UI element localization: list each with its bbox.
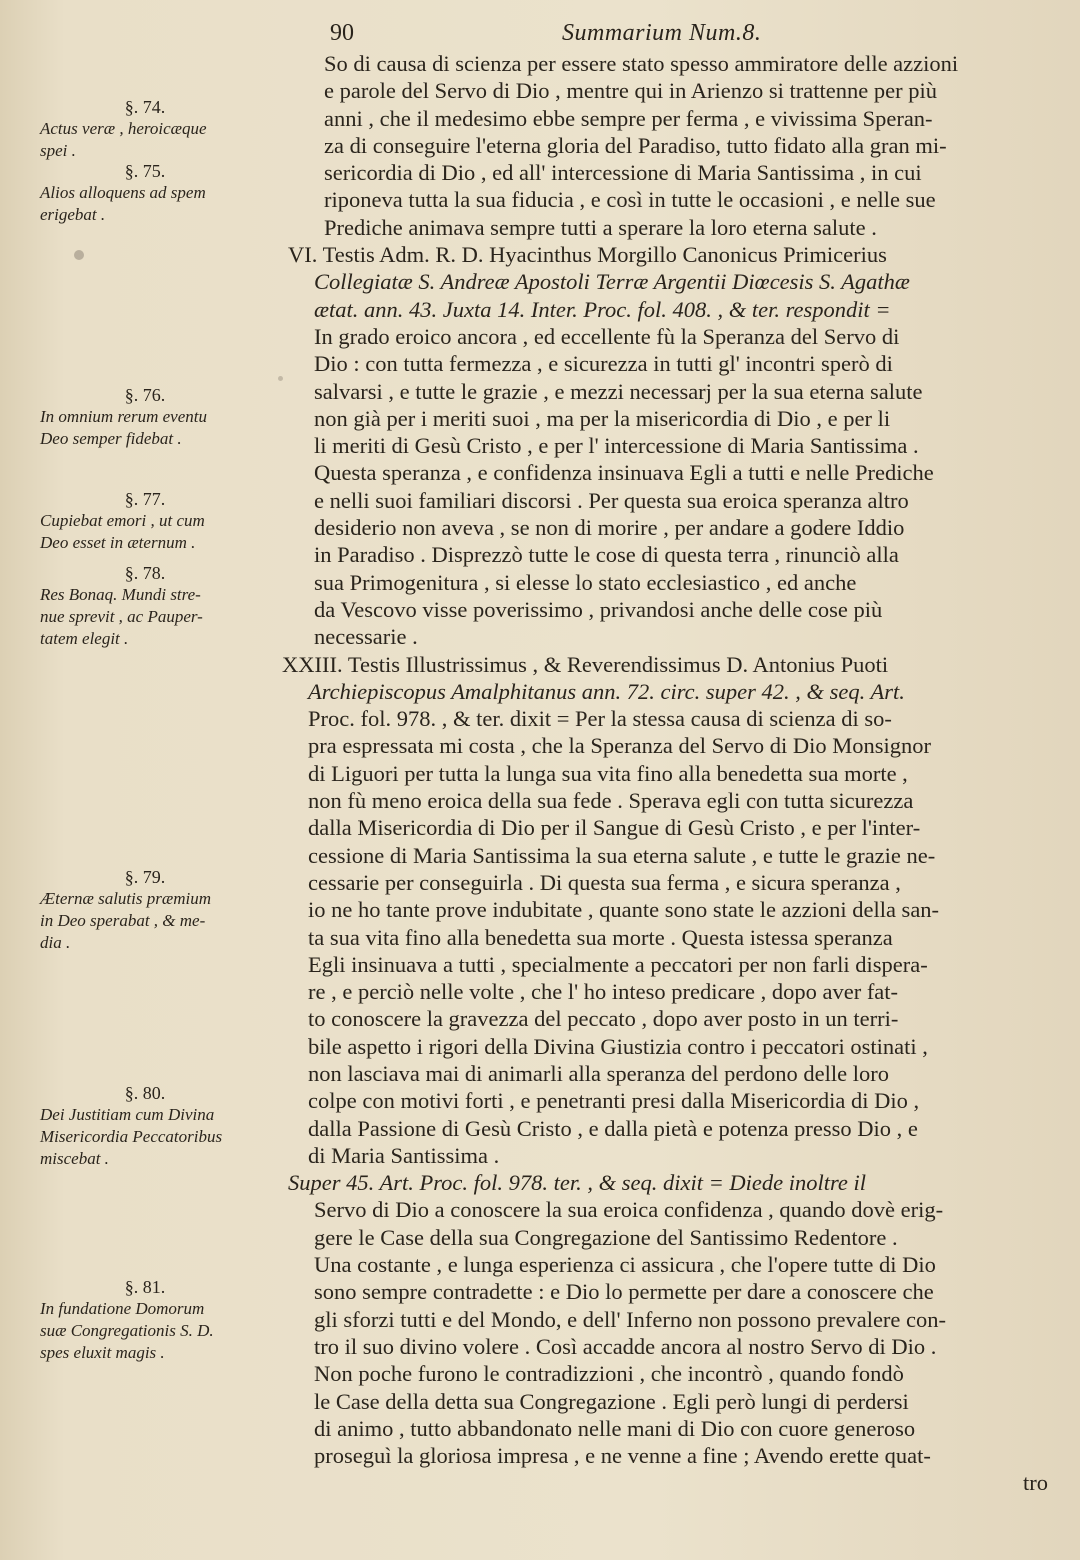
note-line: tatem elegit . — [40, 629, 129, 648]
text-line: Servo di Dio a conoscere la sua eroica confidenza , quando dovè erig- — [314, 1197, 944, 1223]
text-line: di animo , tutto abbandonato nelle mani di Dio con cuore generoso — [314, 1415, 916, 1441]
margin-note-81 — [40, 1276, 285, 1364]
note-line: Res Bonaq. Mundi stre- — [40, 585, 201, 604]
text-line: gere le Case della sua Congregazione del Santissimo Redentore . — [314, 1224, 898, 1250]
text-line: Archiepiscopus Amalphitanus ann. 72. circ. super 42. , & seq. Art. — [308, 678, 905, 704]
text-line: da Vescovo visse poverissimo , privandosi anche delle cose più — [314, 596, 883, 622]
note-line: Alios alloquens ad spem — [40, 183, 206, 202]
section-number: §. 77. — [124, 489, 166, 509]
note-line: spes eluxit magis . — [40, 1343, 165, 1362]
text-line: re , e perciò nelle volte , che l' ho inteso predicare , dopo aver fat- — [308, 979, 899, 1005]
margin-note-78 — [40, 562, 285, 650]
text-line: bile aspetto i rigori della Divina Giustizia contro i peccatori ostinati , — [308, 1033, 928, 1059]
text-line: ætat. ann. 43. Juxta 14. Inter. Proc. fol. 408. , & ter. respondit = — [314, 296, 891, 322]
text-line: Questa speranza , e confidenza insinuava Egli a tutti e nelle Prediche — [314, 460, 934, 486]
text-line: Dio : con tutta fermezza , e sicurezza in tutti gl' incontri sperò di — [314, 351, 893, 377]
text-line: sono sempre contradette : e Dio lo permette per dare a conoscere che — [314, 1279, 934, 1305]
note-line: In omnium rerum eventu — [40, 407, 207, 426]
text-line: in Paradiso . Disprezzò tutte le cose di questa terra , rinunciò alla — [314, 542, 899, 568]
text-line: cessione di Maria Santissima la sua eterna salute , e tutte le grazie ne- — [308, 842, 936, 868]
text-line: gli sforzi tutti e del Mondo, e dell' Inferno non possono prevalere con- — [314, 1306, 947, 1332]
text-line: Prediche animava sempre tutti a sperare la loro eterna salute . — [324, 214, 877, 240]
note-line: Actus veræ , heroicæque — [40, 119, 207, 138]
margin-note-75 — [40, 160, 285, 226]
text-line: non lasciava mai di animarli alla speranza del perdono delle loro — [308, 1060, 890, 1086]
note-line: Deo esset in æternum . — [40, 533, 196, 552]
text-line: Egli insinuava a tutti , specialmente a peccatori per non farli dispera- — [308, 951, 928, 977]
note-line: spei . — [40, 141, 76, 160]
margin-note-79 — [40, 866, 285, 954]
text-line: non già per i meriti suoi , ma per la misericordia di Dio , e per li — [314, 405, 891, 431]
note-line: Misericordia Peccatoribus — [40, 1127, 223, 1146]
note-line: Æternæ salutis præmium — [40, 889, 211, 908]
text-line: dalla Passione di Gesù Cristo , e dalla pietà e potenza presso Dio , e — [308, 1115, 918, 1141]
text-line: di Maria Santissima . — [308, 1142, 500, 1168]
text-line: le Case della detta sua Congregazione . Egli però lungi di perdersi — [314, 1388, 909, 1414]
text-line: dalla Misericordia di Dio per il Sangue di Gesù Cristo , e per l'inter- — [308, 815, 921, 841]
page-number: 90 — [330, 20, 354, 46]
testimony-heading: XXIII. Testis Illustrissimus , & Reverendissimus D. Antonius Puoti — [282, 651, 889, 677]
section-number: §. 75. — [124, 161, 166, 181]
margin-note-77 — [40, 488, 285, 554]
section-number: §. 80. — [124, 1083, 166, 1103]
main-text — [282, 50, 1048, 1497]
page-header — [330, 16, 1030, 52]
margin-note-80 — [40, 1082, 285, 1170]
margin-note-76 — [40, 384, 285, 450]
note-line: In fundatione Domorum — [40, 1299, 205, 1318]
testimony-super-45 — [288, 1169, 1048, 1497]
testimony-vi — [288, 241, 1048, 650]
text-line: sericordia di Dio , ed all' intercessione di Maria Santissima , in cui — [324, 160, 922, 186]
text-line: anni , che il medesimo ebbe sempre per ferma , e vivissima Speran- — [324, 105, 933, 131]
testimony-xxiii — [282, 651, 1048, 1170]
note-line: erigebat . — [40, 205, 106, 224]
text-line: to conoscere la gravezza del peccato , dopo aver posto in un terri- — [308, 1006, 899, 1032]
running-head: Summarium Num.8. — [562, 20, 762, 46]
section-number: §. 76. — [124, 385, 166, 405]
text-line: e nelli suoi familiari discorsi . Per questa sua eroica speranza altro — [314, 487, 909, 513]
text-line: Collegiatæ S. Andreæ Apostoli Terræ Argentii Diœcesis S. Agathæ — [314, 269, 910, 295]
text-line: li meriti di Gesù Cristo , e per l' intercessione di Maria Santissima . — [314, 433, 919, 459]
text-line: tro il suo divino volere . Così accadde ancora al nostro Servo di Dio . — [314, 1333, 937, 1359]
paragraph-continuation — [288, 50, 1048, 241]
text-line: za di conseguire l'eterna gloria del Paradiso, tutto fidato alla gran mi- — [324, 132, 947, 158]
note-line: suæ Congregationis S. D. — [40, 1321, 214, 1340]
section-number: §. 79. — [124, 867, 166, 887]
text-line: sua Primogenitura , si elesse lo stato ecclesiastico , ed anche — [314, 569, 857, 595]
margin-note-74 — [40, 96, 285, 162]
text-line: Una costante , e lunga esperienza ci assicura , che l'opere tutte di Dio — [314, 1252, 936, 1278]
note-line: nue sprevit , ac Pauper- — [40, 607, 203, 626]
note-line: Cupiebat emori , ut cum — [40, 511, 205, 530]
catchword: tro — [1023, 1470, 1048, 1496]
section-number: §. 78. — [124, 563, 166, 583]
section-number: §. 74. — [124, 97, 166, 117]
text-line: non fù meno eroica della sua fede . Sperava egli con tutta sicurezza — [308, 788, 914, 814]
testimony-heading: Super 45. Art. Proc. fol. 978. ter. , & seq. dixit = Diede inoltre il — [288, 1170, 867, 1196]
ink-blot — [74, 250, 84, 260]
text-line: io ne ho tante prove indubitate , quante sono state le azzioni della san- — [308, 897, 940, 923]
text-line: riponeva tutta la sua fiducia , e così in tutte le occasioni , e nelle sue — [324, 187, 936, 213]
text-line: e parole del Servo di Dio , mentre qui in Arienzo si trattenne per più — [324, 78, 937, 104]
text-line: In grado eroico ancora , ed eccellente fù la Speranza del Servo di — [314, 323, 900, 349]
note-line: Deo semper fidebat . — [40, 429, 182, 448]
text-line: necessarie . — [314, 624, 418, 650]
text-line: salvarsi , e tutte le grazie , e mezzi necessarj per la sua eterna salute — [314, 378, 923, 404]
text-line: Non poche furono le contradizzioni , che incontrò , quando fondò — [314, 1361, 904, 1387]
text-line: pra espressata mi costa , che la Speranza del Servo di Dio Monsignor — [308, 733, 931, 759]
text-line: cessarie per conseguirla . Di questa sua ferma , e sicura speranza , — [308, 869, 901, 895]
text-line: desiderio non aveva , se non di morire , per andare a godere Iddio — [314, 515, 905, 541]
text-line: Proc. fol. 978. , & ter. dixit = Per la stessa causa di scienza di so- — [308, 706, 892, 732]
note-line: in Deo sperabat , & me- — [40, 911, 206, 930]
testimony-heading: VI. Testis Adm. R. D. Hyacinthus Morgillo Canonicus Primicerius — [288, 242, 887, 268]
text-line: ta sua vita fino alla benedetta sua morte . Questa istessa speranza — [308, 924, 893, 950]
text-line: di Liguori per tutta la lunga sua vita fino alla benedetta sua morte , — [308, 760, 908, 786]
text-line: So di causa di scienza per essere stato spesso ammiratore delle azzioni — [324, 51, 959, 76]
text-line: colpe con motivi forti , e penetranti presi dalla Misericordia di Dio , — [308, 1088, 920, 1114]
text-line: proseguì la gloriosa impresa , e ne venne a fine ; Avendo erette quat- — [314, 1443, 931, 1469]
note-line: dia . — [40, 933, 71, 952]
ink-dot — [278, 376, 283, 381]
note-line: miscebat . — [40, 1149, 109, 1168]
section-number: §. 81. — [124, 1277, 166, 1297]
note-line: Dei Justitiam cum Divina — [40, 1105, 215, 1124]
